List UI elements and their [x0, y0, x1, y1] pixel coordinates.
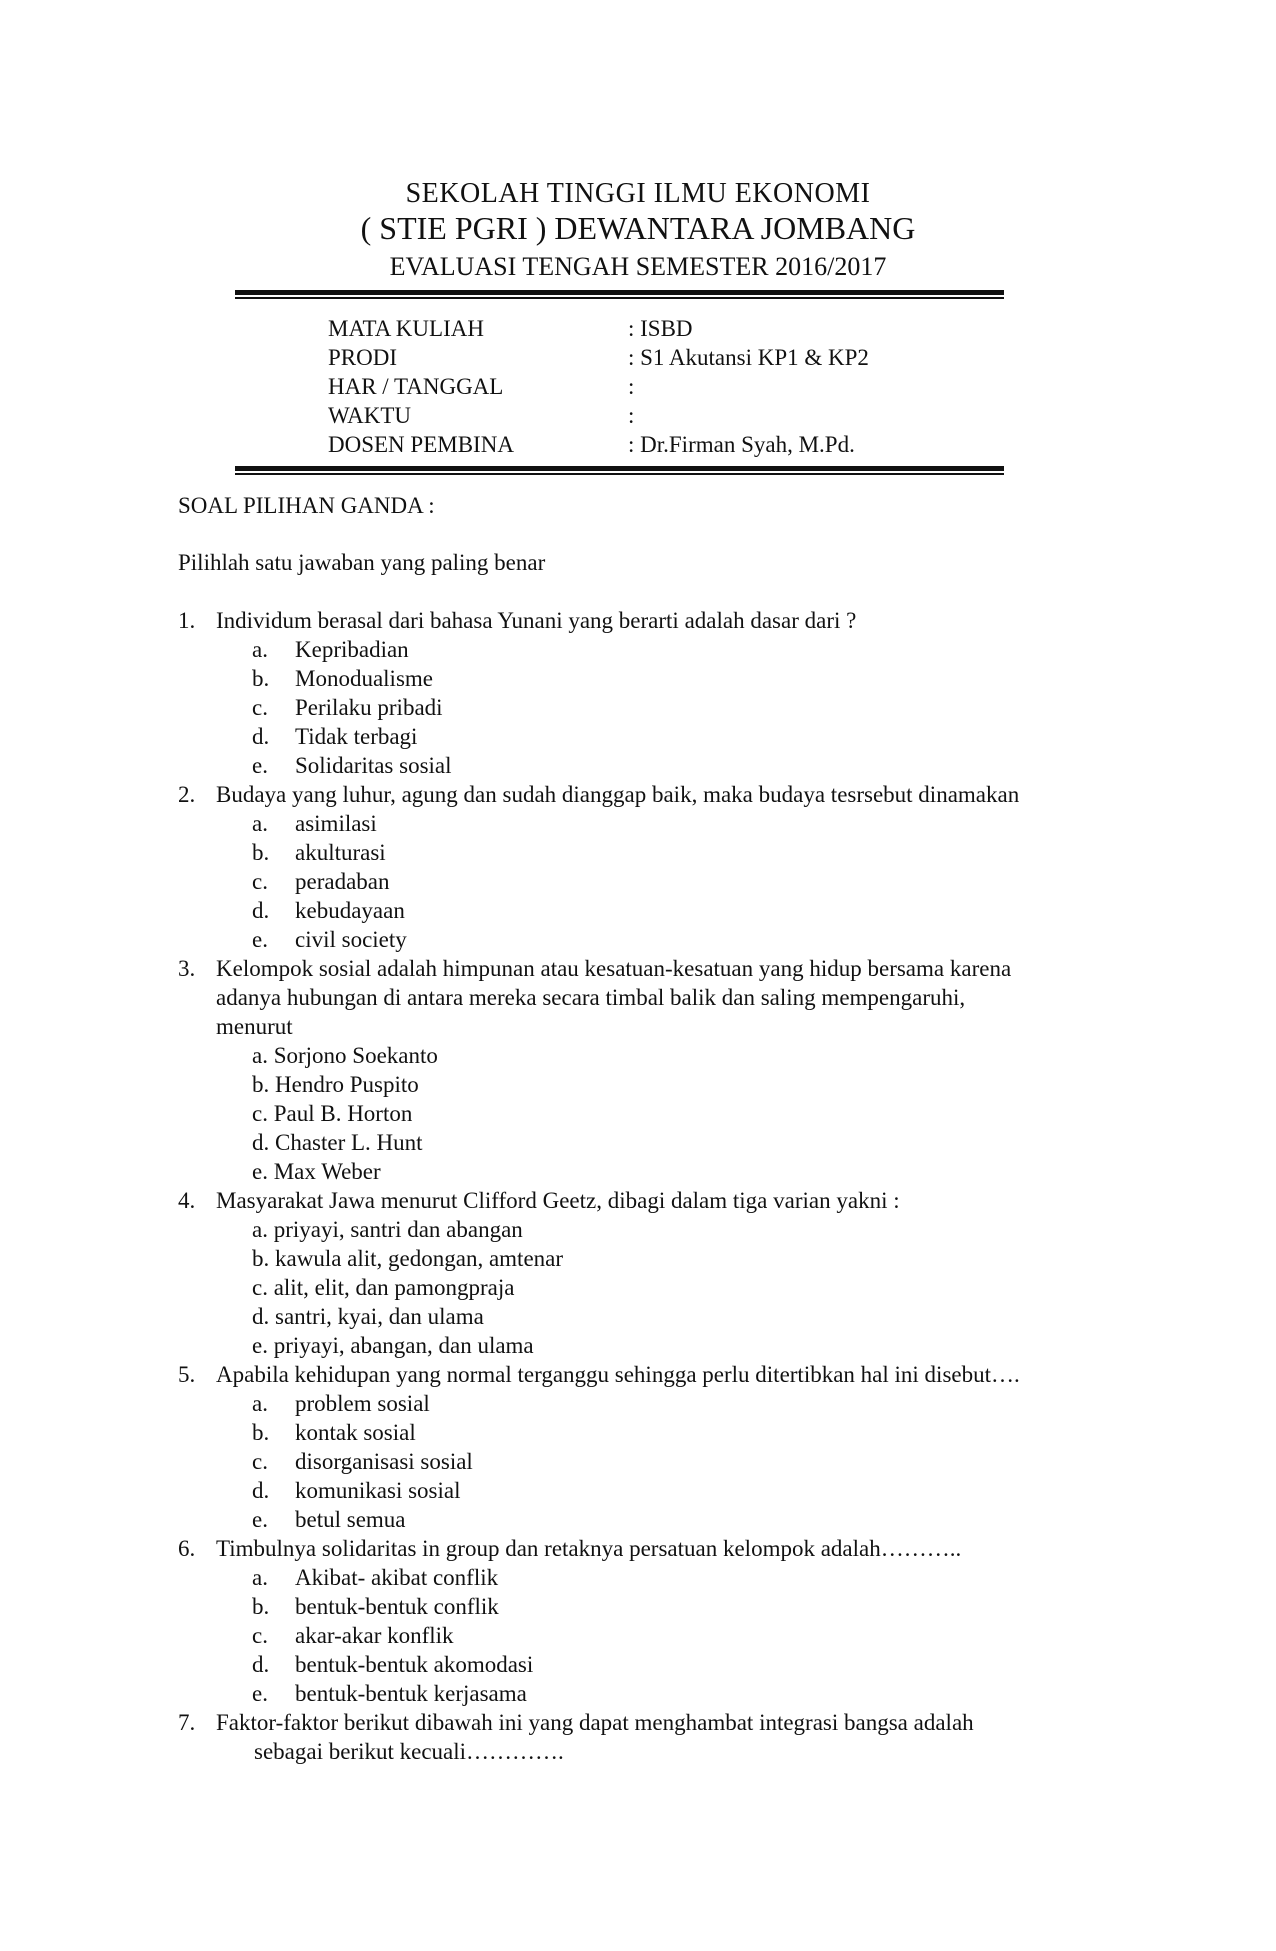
option-text: Tidak terbagi	[295, 724, 418, 749]
option-text: bentuk-bentuk conflik	[295, 1594, 499, 1619]
question-number: 3.	[178, 956, 196, 981]
option-text: kontak sosial	[295, 1420, 416, 1445]
institution-subtitle: ( STIE PGRI ) DEWANTARA JOMBANG	[360, 210, 916, 246]
question-number: 4.	[178, 1188, 196, 1213]
question-text: adanya hubungan di antara mereka secara timbal balik dan saling mempengaruhi,	[216, 985, 966, 1010]
question-text: Budaya yang luhur, agung dan sudah dianggap baik, maka budaya tesrsebut dinamakan	[216, 782, 1020, 807]
question-number: 1.	[178, 608, 196, 633]
time-label: WAKTU	[328, 403, 412, 428]
exam-title: EVALUASI TENGAH SEMESTER 2016/2017	[389, 252, 887, 281]
option-text: Monodualisme	[295, 666, 433, 691]
option-text: Perilaku pribadi	[295, 695, 443, 720]
program-label: PRODI	[328, 345, 398, 370]
question-text: Individum berasal dari bahasa Yunani yang berarti adalah dasar dari ?	[216, 608, 857, 633]
option-letter: c.	[252, 1623, 268, 1648]
option-text: c. alit, elit, dan pamongpraja	[252, 1275, 515, 1300]
option-text: bentuk-bentuk akomodasi	[295, 1652, 534, 1677]
option-text: problem sosial	[295, 1391, 430, 1416]
question-number: 2.	[178, 782, 196, 807]
question-number: 7.	[178, 1710, 196, 1735]
option-letter: a.	[252, 1565, 268, 1590]
question-text: menurut	[216, 1014, 293, 1039]
option-letter: d.	[252, 898, 270, 923]
header-divider-top	[235, 290, 1004, 299]
lecturer-label: DOSEN PEMBINA	[328, 432, 514, 457]
option-text: peradaban	[295, 869, 390, 894]
option-letter: e.	[252, 753, 268, 778]
option-text: akulturasi	[295, 840, 386, 865]
course-label: MATA KULIAH	[328, 316, 484, 341]
lecturer-value: : Dr.Firman Syah, M.Pd.	[628, 432, 855, 457]
header-divider-bottom	[235, 466, 1004, 475]
option-letter: b.	[252, 1594, 270, 1619]
question-text: Masyarakat Jawa menurut Clifford Geetz, dibagi dalam tiga varian yakni :	[216, 1188, 900, 1213]
question-text: Kelompok sosial adalah himpunan atau kesatuan-kesatuan yang hidup bersama karena	[216, 956, 1012, 981]
option-text: a. Sorjono Soekanto	[252, 1043, 438, 1068]
question-text: sebagai berikut kecuali………….	[254, 1739, 564, 1764]
option-letter: c.	[252, 1449, 268, 1474]
course-value: : ISBD	[628, 316, 693, 341]
option-letter: b.	[252, 1420, 270, 1445]
option-letter: d.	[252, 1652, 270, 1677]
question-number: 5.	[178, 1362, 196, 1387]
option-text: Akibat- akibat conflik	[295, 1565, 499, 1590]
option-letter: e.	[252, 927, 268, 952]
option-letter: a.	[252, 1391, 268, 1416]
option-text: d. santri, kyai, dan ulama	[252, 1304, 484, 1329]
date-label: HAR / TANGGAL	[328, 374, 504, 399]
option-letter: e.	[252, 1507, 268, 1532]
question-text: Timbulnya solidaritas in group dan retaknya persatuan kelompok adalah………..	[216, 1536, 962, 1561]
option-letter: a.	[252, 811, 268, 836]
option-letter: d.	[252, 724, 270, 749]
option-text: akar-akar konflik	[295, 1623, 454, 1648]
option-text: civil society	[295, 927, 407, 952]
option-letter: d.	[252, 1478, 270, 1503]
option-text: kebudayaan	[295, 898, 405, 923]
program-value: : S1 Akutansi KP1 & KP2	[628, 345, 869, 370]
option-letter: b.	[252, 666, 270, 691]
option-text: b. kawula alit, gedongan, amtenar	[252, 1246, 564, 1271]
option-text: e. Max Weber	[252, 1159, 381, 1184]
section-title: SOAL PILIHAN GANDA :	[178, 493, 435, 518]
option-text: asimilasi	[295, 811, 377, 836]
option-text: a. priyayi, santri dan abangan	[252, 1217, 523, 1242]
question-text: Faktor-faktor berikut dibawah ini yang dapat menghambat integrasi bangsa adalah	[216, 1710, 974, 1735]
option-text: komunikasi sosial	[295, 1478, 461, 1503]
date-value: :	[628, 374, 635, 399]
institution-name: SEKOLAH TINGGI ILMU EKONOMI	[405, 178, 871, 209]
option-letter: c.	[252, 695, 268, 720]
option-text: Solidaritas sosial	[295, 753, 452, 778]
option-text: c. Paul B. Horton	[252, 1101, 413, 1126]
option-text: d. Chaster L. Hunt	[252, 1130, 423, 1155]
question-text: Apabila kehidupan yang normal terganggu sehingga perlu ditertibkan hal ini disebut….	[216, 1362, 1020, 1387]
option-text: bentuk-bentuk kerjasama	[295, 1681, 527, 1706]
option-letter: b.	[252, 840, 270, 865]
option-text: b. Hendro Puspito	[252, 1072, 419, 1097]
time-value: :	[628, 403, 635, 428]
option-text: disorganisasi sosial	[295, 1449, 473, 1474]
option-letter: e.	[252, 1681, 268, 1706]
option-text: Kepribadian	[295, 637, 409, 662]
option-text: e. priyayi, abangan, dan ulama	[252, 1333, 534, 1358]
question-number: 6.	[178, 1536, 196, 1561]
option-text: betul semua	[295, 1507, 406, 1532]
instruction-text: Pilihlah satu jawaban yang paling benar	[178, 550, 546, 575]
option-letter: c.	[252, 869, 268, 894]
option-letter: a.	[252, 637, 268, 662]
